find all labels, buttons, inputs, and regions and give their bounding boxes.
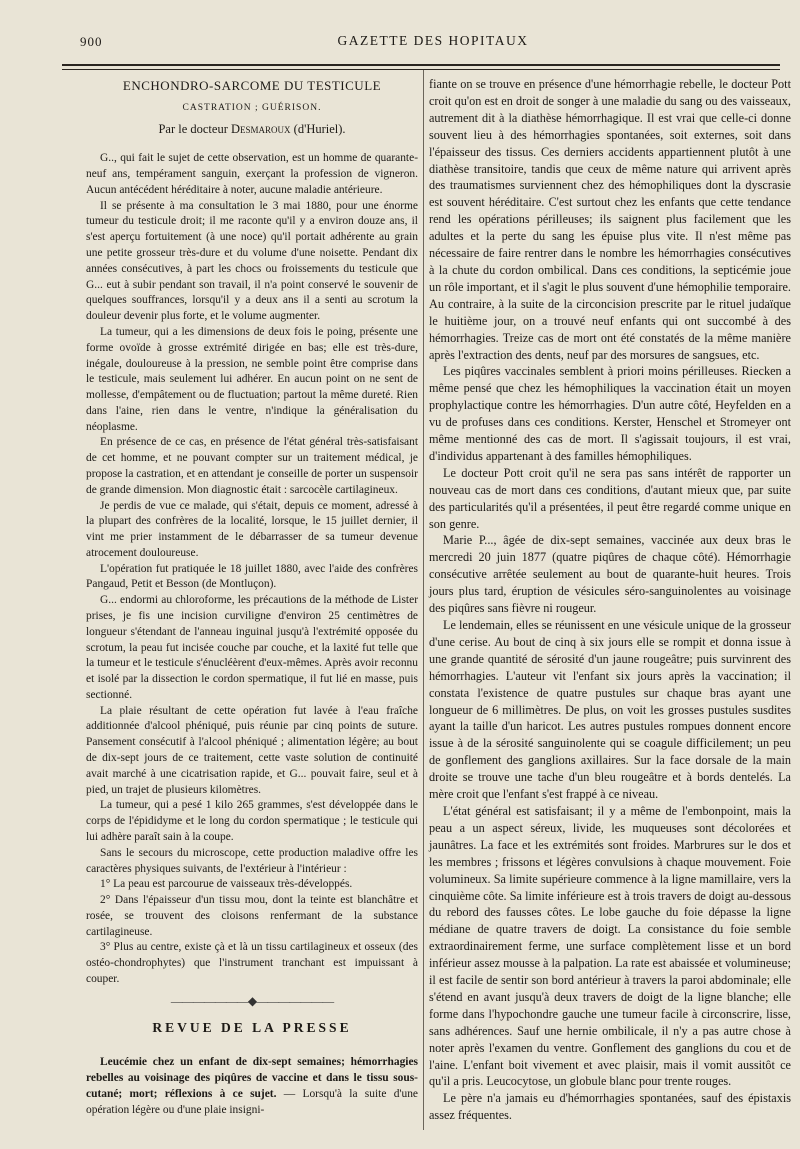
journal-title: GAZETTE DES HOPITAUX bbox=[337, 33, 529, 48]
paragraph: Il se présente à ma consultation le 3 mai 1880, pour une énorme tumeur du testicule droit; il me raconte qu'il y a environ douze ans, il s'est aperçu fortuitement (à une noce) qu'il portait adhérente au grain une petite grosseur très-dure et du volume d'une noisette. Pendant dix années consécutives, à part les chocs ou froissements du testicule que G... eut à subir pendant son travail, il n'a point conservé le souvenir de quelques souffrances, lorsqu'il y a deux ans il a senti au scrotum la douleur devenir plus forte, et le volume augmenter. bbox=[86, 199, 418, 323]
header-rule-thick bbox=[62, 64, 780, 66]
paragraph: Les piqûres vaccinales semblent à priori moins périlleuses. Riecken a même pensé que chez les hémophiliques la vaccination était un moyen prophylactique contre les hémorrhagies. D'un autre côté, Heyfelden en a vu de profuses dans ces conditions. Kerster, Henschel et Stromeyer ont même mentionné des cas de mort. Il s'agissait toujours, il est vrai, d'individus appartenant à des familles hémophiliques. bbox=[429, 364, 791, 463]
paragraph: Le docteur Pott croit qu'il ne sera pas sans intérêt de rapporter un nouveau cas de mort dans ces conditions, d'autant mieux que, par suite des particularités qu'il a présentées, il peut être regardé comme unique en son genre. bbox=[429, 465, 791, 531]
left-column bbox=[86, 76, 418, 1118]
paragraph: fiante on se trouve en présence d'une hémorrhagie rebelle, le docteur Pott croit qu'on est en droit de songer à une maladie du sang ou des vaisseaux, autrement dit à la diathèse hémorrhagique. Il est vrai que celle-ci donne souvent lieu à des hémorrhagies spontanées, soit externes, soit dans l'épaisseur des tissus. Ces derniers accidents appartiennent plutôt à une diathèse transitoire, tandis que ceux de même nature qui arrivent après des traumatismes surviennent chez des hémophiliques dont la dyscrasie est souvent héréditaire. C'est surtout chez les enfants que cette tendance rend les opérations périlleuses; ils saignent plus facilement que les adultes et la perte du sang les épuise plus vite. Il n'est même pas nécessaire de faire rentrer dans le nombre les hémorrhagies consécutives à la chute du cordon ombilical. Dans ces conditions, la septicémie joue un rôle important, et il s'agit le plus souvent d'une hémophilie temporaire. Au contraire, à la suite de la circoncision prescrite par le rituel judaïque le huitième jour, on a trouvé neuf enfants qui ont succombé à des hémorrhagies. Treize cas de mort ont été constatés de la même manière après l'extraction des dents, neuf par des morsures de sangsues, etc. bbox=[429, 77, 791, 362]
list-item: 3° Plus au centre, existe çà et là un tissu cartilagineux et osseux (des ostéo-chondrophytes) que l'instrument tranchant est impuissant à couper. bbox=[86, 941, 418, 985]
paragraph: Sans le secours du microscope, cette production maladive offre les caractères physiques suivants, de l'extérieur à l'intérieur : bbox=[86, 846, 418, 875]
paragraph: La tumeur, qui a pesé 1 kilo 265 grammes, s'est développée dans le corps de l'épididyme et le long du cordon spermatique ; le testicule qui lui adhère paraît sain à la coupe. bbox=[86, 799, 418, 843]
paragraph: Le père n'a jamais eu d'hémorrhagies spontanées, sauf des épistaxis assez fréquentes. bbox=[429, 1091, 791, 1123]
column-divider bbox=[423, 70, 424, 1130]
revue-paragraph bbox=[86, 1055, 418, 1118]
paragraph: La tumeur, qui a les dimensions de deux fois le poing, présente une forme ovoïde à grosse extrémité dirigée en bas; elle est très-dure, inégale, douloureuse à la pression, ne semble point être comprise dans le testicule, mais seulement lui adhérer. En aucun point on ne sent de mollesse, d'empâtement ou de fluctuation; partout la même dureté. Rien dans l'aine, rien dans le ventre, n'indique la généralisation du néoplasme. bbox=[86, 325, 418, 433]
paragraph: En présence de ce cas, en présence de l'état général très-satisfaisant de cet homme, et ne pouvant compter sur un traitement médical, je propose la castration, et en attendant je conseille de porter un suspensoir de grande dimension. Mon diagnostic était : sarcocèle cartilagineux. bbox=[86, 436, 418, 496]
author-prefix: Par le docteur bbox=[158, 121, 228, 136]
author-name: Desmaroux bbox=[230, 121, 291, 136]
section-title: REVUE DE LA PRESSE bbox=[152, 1019, 352, 1035]
author-suffix: (d'Huriel). bbox=[293, 121, 346, 136]
article-title: ENCHONDRO-SARCOME DU TESTICULE bbox=[122, 78, 382, 93]
page-header bbox=[80, 30, 786, 54]
right-column bbox=[429, 76, 791, 1124]
paragraph: La plaie résultant de cette opération fut lavée à l'eau fraîche additionnée d'alcool phéniqué, puis réunie par cinq points de suture. Pansement consécutif à l'alcool phéniqué ; alimentation légère; au bout de dix-sept jours de ce traitement, cette vaste solution de continuité avait marché à une cicatrisation rapide, et G... pouvait faire, seul et à pied, un trajet de plusieurs kilomètres. bbox=[86, 704, 418, 796]
paragraph: L'opération fut pratiquée le 18 juillet 1880, avec l'aide des confrères Pangaud, Petit et Besson (de Montluçon). bbox=[86, 562, 418, 591]
paragraph: Je perdis de vue ce malade, qui s'était, depuis ce moment, adressé à la plupart des confrères de la localité, lorsque, le 15 juillet dernier, il vint me prier instamment de le débarrasser de sa tumeur devenue atrocement douloureuse. bbox=[86, 499, 418, 559]
paragraph: G.., qui fait le sujet de cette observation, est un homme de quarante-neuf ans, tempérament sanguin, exerçant la profession de vigneron. Aucun antécédent héréditaire à noter, aucune maladie antérieure. bbox=[86, 152, 418, 196]
paragraph: G... endormi au chloroforme, les précautions de la méthode de Lister prises, je fis une incision curviligne d'environ 25 centimètres de longueur s'étendant de l'anneau inguinal jusqu'à l'extrémité opposée du scrotum, la peau fut incisée couche par couche, et la laxité fut telle que la tumeur et le testicule s'énucléèrent d'eux-mêmes. Après avoir reconnu et isolé par la dissection le cordon spermatique, il fut lié en masse, puis sectionné. bbox=[86, 594, 418, 701]
list-item: 2° Dans l'épaisseur d'un tissu mou, dont la teinte est blanchâtre et rosée, se trouvent des cloisons renfermant de la substance cartilagineuse. bbox=[86, 894, 418, 938]
paragraph: L'état général est satisfaisant; il y a même de l'embonpoint, mais la peau a un aspect séreux, livide, les muqueuses sont décolorées et jaunâtres. La face et les extrémités sont froides. Marbrures sur le dos et les membres ; frissons et légères convulsions à chaque mouvement. Foie volumineux. Sa limite supérieure commence à la ligne mamillaire, vers la cinquième côte. Sa limite inférieure est à trois travers de doigt au-dessous du rebord des fausses côtes. Le lobe gauche du foie dépasse la ligne médiane de quatre travers de doigt. La consistance du foie semble extraordinairement ferme, une surface complètement lisse et un bord inférieur assez mousse à la palpation. La rate est abaissée et volumineuse; il est facile de sentir son bord antérieur à travers la paroi abdominale; elle s'étend en avant jusqu'à deux travers de doigt de la ligne blanche; elle forme dans l'hypochondre gauche une tumeur facile à circonscrire, lisse, sans adhérences. Sauf une hernie ombilicale, il n'y a pas autre chose à noter après l'examen du ventre. Gonflement des ganglions du cou et de l'aine. L'enfant boit vivement et avec plaisir, mais il vomit aussitôt ce qu'il a pris. Leucocytose, un globule blanc pour trente rouges. bbox=[429, 803, 791, 1089]
article-author bbox=[86, 122, 418, 138]
revue-lead: Leucémie chez un enfant de dix-sept semaines; hémorrhagies rebelles au voisinage des piqûres de vaccine et dans le tissu sous-cutané; mort; réflexions à ce sujet. bbox=[86, 1056, 418, 1100]
paragraph: Le lendemain, elles se réunissent en une vésicule unique de la grosseur d'une cerise. Au bout de cinq à six jours elle se rompit et donna issue à une grande quantité de sérosité d'un jaune rougeâtre; puis survinrent des hémorrhagies. L'auteur vit l'enfant six jours après la vaccination; il constata l'existence de quatre pustules sur chaque bras ayant une longueur de 6 millimètres. De plus, on voit les grosses pustules susdites ayant la taille d'un haricot. Les autres pustules rompues donnent encore issue à de la sérosité sanguinolente qui se coagule difficilement; un peu de gonflement des ganglions axillaires. Sur la face dorsale de la main droite se trouve une tache d'un bleu rougeâtre et à bords dentelés. La mère croit que l'enfant s'est frappé à ce niveau. bbox=[429, 618, 791, 802]
paragraph: Marie P..., âgée de dix-sept semaines, vaccinée aux deux bras le mercredi 20 juin 1877 (quatre piqûres de chaque côté). Hémorrhagie consécutive arrêtée seulement au bout de quarante-huit heures. Trois jours plus tard, éruption de vésicules séro-sanguinolentes au voisinage des piqûres sans fièvre ni rougeur. bbox=[429, 533, 791, 616]
page-number: 900 bbox=[80, 34, 103, 49]
list-item: 1° La peau est parcourue de vaisseaux très-développés. bbox=[100, 878, 353, 891]
revue-text: — Lorsqu'à la suite d'une opération légère ou d'une plaie insigni- bbox=[86, 1087, 418, 1116]
section-ornament: ———————◆——————— bbox=[170, 993, 334, 1008]
article-subtitle: CASTRATION ; GUÉRISON. bbox=[182, 102, 322, 113]
header-rule-thin bbox=[62, 69, 780, 70]
